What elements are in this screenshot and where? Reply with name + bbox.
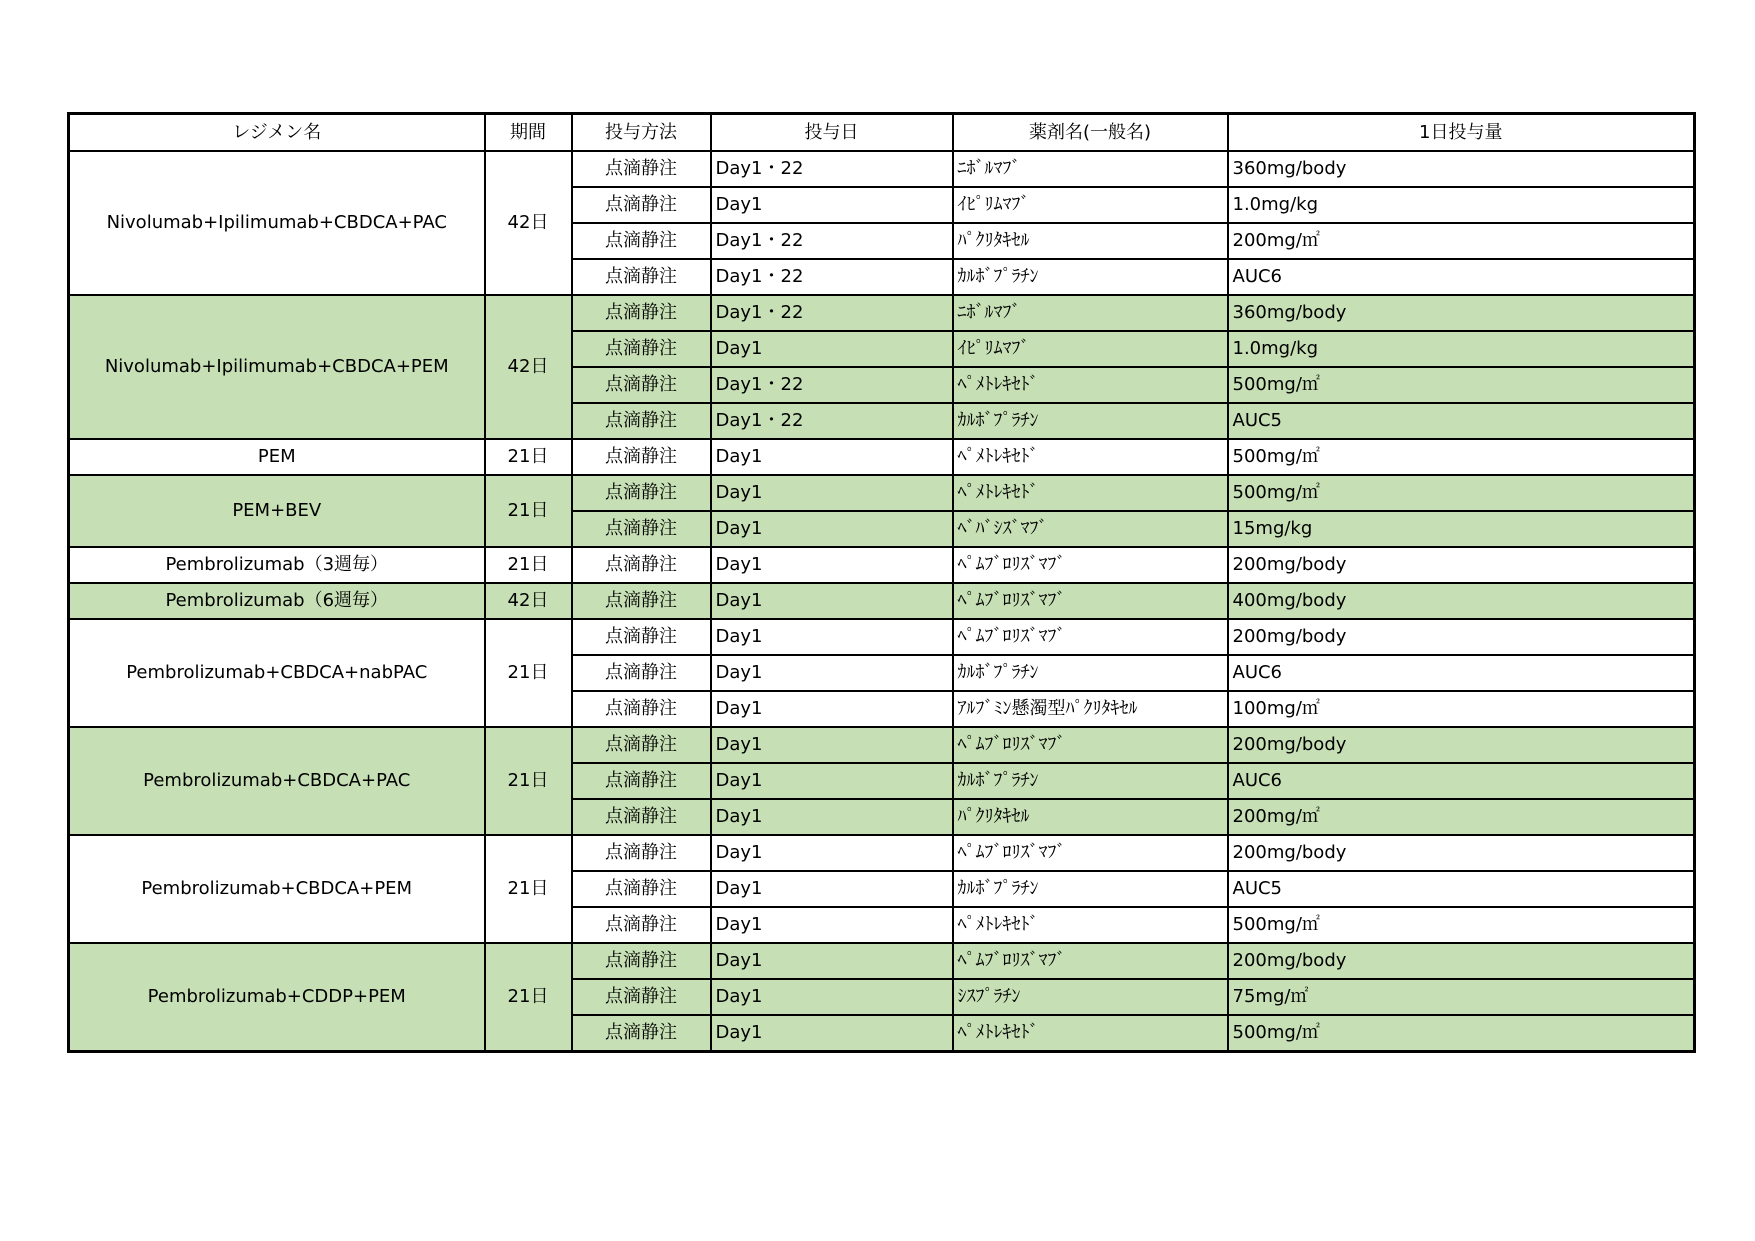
drug-cell: ｶﾙﾎﾞﾌﾟﾗﾁﾝ (953, 403, 1228, 439)
period-cell: 42日 (485, 295, 572, 439)
drug-cell: ｲﾋﾟﾘﾑﾏﾌﾞ (953, 331, 1228, 367)
dose-cell: 200mg/㎡ (1228, 223, 1695, 259)
header-regimen-name: レジメン名 (69, 114, 485, 152)
days-cell: Day1 (711, 691, 953, 727)
dose-cell: 200mg/body (1228, 547, 1695, 583)
dose-cell: 200mg/body (1228, 619, 1695, 655)
period-cell: 42日 (485, 583, 572, 619)
days-cell: Day1・22 (711, 403, 953, 439)
drug-cell: ｲﾋﾟﾘﾑﾏﾌﾞ (953, 187, 1228, 223)
method-cell: 点滴静注 (572, 331, 711, 367)
days-cell: Day1 (711, 979, 953, 1015)
method-cell: 点滴静注 (572, 799, 711, 835)
method-cell: 点滴静注 (572, 439, 711, 475)
days-cell: Day1・22 (711, 223, 953, 259)
dose-cell: 200mg/body (1228, 835, 1695, 871)
table-row (69, 547, 1695, 583)
drug-cell: ｼｽﾌﾟﾗﾁﾝ (953, 979, 1228, 1015)
dose-cell: 400mg/body (1228, 583, 1695, 619)
drug-cell: ﾊﾟｸﾘﾀｷｾﾙ (953, 223, 1228, 259)
table-header (69, 114, 1695, 152)
method-cell: 点滴静注 (572, 475, 711, 511)
dose-cell: 200mg/body (1228, 727, 1695, 763)
drug-cell: ﾍﾟﾒﾄﾚｷｾﾄﾞ (953, 907, 1228, 943)
table-row (69, 295, 1695, 331)
table-row (69, 583, 1695, 619)
method-cell: 点滴静注 (572, 691, 711, 727)
days-cell: Day1 (711, 835, 953, 871)
method-cell: 点滴静注 (572, 619, 711, 655)
method-cell: 点滴静注 (572, 655, 711, 691)
dose-cell: AUC5 (1228, 403, 1695, 439)
drug-cell: ｶﾙﾎﾞﾌﾟﾗﾁﾝ (953, 259, 1228, 295)
period-cell: 21日 (485, 547, 572, 583)
days-cell: Day1 (711, 511, 953, 547)
days-cell: Day1 (711, 655, 953, 691)
drug-cell: ﾆﾎﾞﾙﾏﾌﾞ (953, 295, 1228, 331)
days-cell: Day1 (711, 799, 953, 835)
days-cell: Day1 (711, 475, 953, 511)
method-cell: 点滴静注 (572, 295, 711, 331)
table-row (69, 619, 1695, 655)
header-dose: 1日投与量 (1228, 114, 1695, 152)
drug-cell: ﾍﾟﾑﾌﾞﾛﾘｽﾞﾏﾌﾞ (953, 727, 1228, 763)
dose-cell: 500mg/㎡ (1228, 475, 1695, 511)
table-row (69, 835, 1695, 871)
dose-cell: 200mg/㎡ (1228, 799, 1695, 835)
regimen-name-cell: Pembrolizumab（3週毎） (69, 547, 485, 583)
dose-cell: 100mg/㎡ (1228, 691, 1695, 727)
days-cell: Day1・22 (711, 151, 953, 187)
drug-cell: ﾍﾟﾒﾄﾚｷｾﾄﾞ (953, 367, 1228, 403)
method-cell: 点滴静注 (572, 367, 711, 403)
dose-cell: 200mg/body (1228, 943, 1695, 979)
regimen-name-cell: Nivolumab+Ipilimumab+CBDCA+PAC (69, 151, 485, 295)
drug-cell: ﾍﾟﾑﾌﾞﾛﾘｽﾞﾏﾌﾞ (953, 835, 1228, 871)
regimen-table (67, 112, 1696, 1053)
header-days: 投与日 (711, 114, 953, 152)
table-body (69, 151, 1695, 1052)
days-cell: Day1 (711, 727, 953, 763)
days-cell: Day1 (711, 331, 953, 367)
dose-cell: 360mg/body (1228, 295, 1695, 331)
method-cell: 点滴静注 (572, 151, 711, 187)
period-cell: 21日 (485, 943, 572, 1052)
days-cell: Day1 (711, 943, 953, 979)
dose-cell: 500mg/㎡ (1228, 907, 1695, 943)
method-cell: 点滴静注 (572, 907, 711, 943)
table-row (69, 151, 1695, 187)
method-cell: 点滴静注 (572, 223, 711, 259)
regimen-name-cell: PEM+BEV (69, 475, 485, 547)
days-cell: Day1 (711, 907, 953, 943)
table-row (69, 439, 1695, 475)
method-cell: 点滴静注 (572, 547, 711, 583)
regimen-name-cell: Pembrolizumab+CBDCA+PEM (69, 835, 485, 943)
method-cell: 点滴静注 (572, 871, 711, 907)
header-drug: 薬剤名(一般名) (953, 114, 1228, 152)
header-row (69, 114, 1695, 152)
dose-cell: 1.0mg/kg (1228, 187, 1695, 223)
regimen-sheet (67, 112, 1693, 1053)
method-cell: 点滴静注 (572, 835, 711, 871)
days-cell: Day1 (711, 871, 953, 907)
dose-cell: 360mg/body (1228, 151, 1695, 187)
drug-cell: ﾍﾟﾑﾌﾞﾛﾘｽﾞﾏﾌﾞ (953, 547, 1228, 583)
drug-cell: ﾍﾟﾒﾄﾚｷｾﾄﾞ (953, 475, 1228, 511)
method-cell: 点滴静注 (572, 1015, 711, 1052)
days-cell: Day1・22 (711, 367, 953, 403)
drug-cell: ｶﾙﾎﾞﾌﾟﾗﾁﾝ (953, 763, 1228, 799)
regimen-name-cell: Pembrolizumab+CBDCA+nabPAC (69, 619, 485, 727)
dose-cell: 500mg/㎡ (1228, 439, 1695, 475)
days-cell: Day1 (711, 439, 953, 475)
method-cell: 点滴静注 (572, 727, 711, 763)
drug-cell: ﾍﾟﾑﾌﾞﾛﾘｽﾞﾏﾌﾞ (953, 583, 1228, 619)
period-cell: 21日 (485, 439, 572, 475)
drug-cell: ﾊﾟｸﾘﾀｷｾﾙ (953, 799, 1228, 835)
dose-cell: AUC6 (1228, 763, 1695, 799)
drug-cell: ﾍﾟﾒﾄﾚｷｾﾄﾞ (953, 439, 1228, 475)
days-cell: Day1 (711, 583, 953, 619)
method-cell: 点滴静注 (572, 943, 711, 979)
method-cell: 点滴静注 (572, 583, 711, 619)
drug-cell: ﾍﾟﾑﾌﾞﾛﾘｽﾞﾏﾌﾞ (953, 619, 1228, 655)
regimen-name-cell: Nivolumab+Ipilimumab+CBDCA+PEM (69, 295, 485, 439)
drug-cell: ﾍﾞﾊﾞｼｽﾞﾏﾌﾞ (953, 511, 1228, 547)
table-row (69, 475, 1695, 511)
drug-cell: ｶﾙﾎﾞﾌﾟﾗﾁﾝ (953, 655, 1228, 691)
drug-cell: ﾍﾟﾒﾄﾚｷｾﾄﾞ (953, 1015, 1228, 1052)
method-cell: 点滴静注 (572, 511, 711, 547)
drug-cell: ｱﾙﾌﾞﾐﾝ懸濁型ﾊﾟｸﾘﾀｷｾﾙ (953, 691, 1228, 727)
days-cell: Day1 (711, 1015, 953, 1052)
dose-cell: 1.0mg/kg (1228, 331, 1695, 367)
regimen-name-cell: PEM (69, 439, 485, 475)
table-row (69, 943, 1695, 979)
period-cell: 21日 (485, 619, 572, 727)
drug-cell: ｶﾙﾎﾞﾌﾟﾗﾁﾝ (953, 871, 1228, 907)
dose-cell: AUC6 (1228, 259, 1695, 295)
days-cell: Day1 (711, 547, 953, 583)
period-cell: 42日 (485, 151, 572, 295)
method-cell: 点滴静注 (572, 403, 711, 439)
days-cell: Day1 (711, 187, 953, 223)
dose-cell: 75mg/㎡ (1228, 979, 1695, 1015)
dose-cell: AUC5 (1228, 871, 1695, 907)
regimen-name-cell: Pembrolizumab+CDDP+PEM (69, 943, 485, 1052)
header-method: 投与方法 (572, 114, 711, 152)
regimen-name-cell: Pembrolizumab（6週毎） (69, 583, 485, 619)
method-cell: 点滴静注 (572, 979, 711, 1015)
days-cell: Day1 (711, 619, 953, 655)
dose-cell: AUC6 (1228, 655, 1695, 691)
days-cell: Day1 (711, 763, 953, 799)
period-cell: 21日 (485, 727, 572, 835)
period-cell: 21日 (485, 835, 572, 943)
drug-cell: ﾍﾟﾑﾌﾞﾛﾘｽﾞﾏﾌﾞ (953, 943, 1228, 979)
method-cell: 点滴静注 (572, 259, 711, 295)
regimen-name-cell: Pembrolizumab+CBDCA+PAC (69, 727, 485, 835)
header-period: 期間 (485, 114, 572, 152)
dose-cell: 500mg/㎡ (1228, 1015, 1695, 1052)
days-cell: Day1・22 (711, 295, 953, 331)
days-cell: Day1・22 (711, 259, 953, 295)
drug-cell: ﾆﾎﾞﾙﾏﾌﾞ (953, 151, 1228, 187)
period-cell: 21日 (485, 475, 572, 547)
method-cell: 点滴静注 (572, 763, 711, 799)
method-cell: 点滴静注 (572, 187, 711, 223)
dose-cell: 500mg/㎡ (1228, 367, 1695, 403)
dose-cell: 15mg/kg (1228, 511, 1695, 547)
table-row (69, 727, 1695, 763)
